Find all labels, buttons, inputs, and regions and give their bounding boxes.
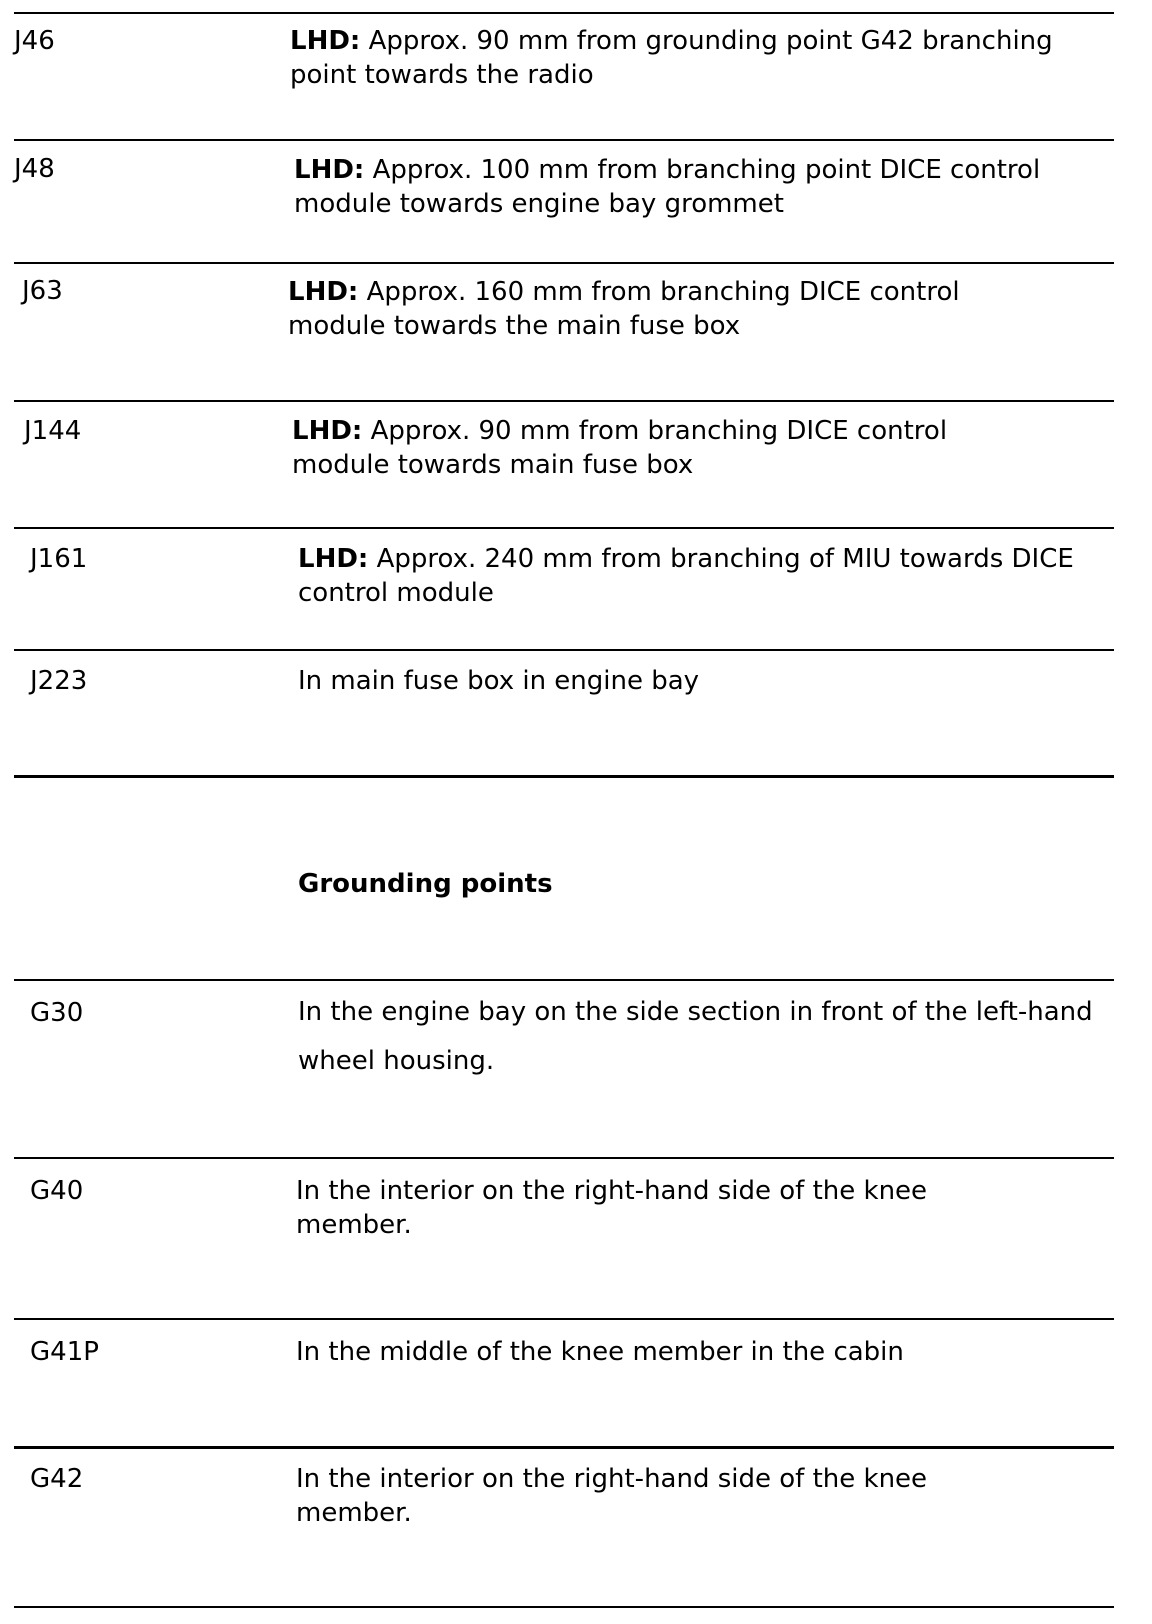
- connection-prefix: LHD:: [288, 277, 359, 307]
- table-rule: [14, 400, 1114, 402]
- connection-code: J63: [22, 276, 63, 306]
- grounding-description: In the middle of the knee member in the cabin: [296, 1337, 904, 1367]
- connection-prefix: LHD:: [290, 26, 361, 56]
- connection-description: [298, 664, 1118, 698]
- grounding-code: G41P: [30, 1337, 99, 1367]
- grounding-code: G42: [30, 1464, 84, 1494]
- connection-description: [294, 153, 1114, 221]
- connection-text: Approx. 100 mm from branching point DICE control module towards engine bay grommet: [294, 155, 1041, 219]
- table-rule: [14, 1157, 1114, 1159]
- table-rule: [14, 527, 1114, 529]
- connection-description: [292, 414, 1052, 482]
- connection-text: Approx. 160 mm from branching DICE control module towards the main fuse box: [288, 277, 960, 341]
- section-heading: Grounding points: [298, 869, 553, 899]
- connection-code: J223: [30, 666, 88, 696]
- table-rule: [14, 139, 1114, 141]
- grounding-description: In the interior on the right-hand side of the knee member.: [296, 1176, 928, 1240]
- table-rule: [14, 1606, 1114, 1608]
- connection-prefix: LHD:: [292, 416, 363, 446]
- connection-prefix: LHD:: [298, 544, 369, 574]
- table-rule: [14, 649, 1114, 651]
- table-rule: [14, 12, 1114, 14]
- table-rule: [14, 262, 1114, 264]
- connection-text: Approx. 240 mm from branching of MIU towards DICE control module: [298, 544, 1074, 608]
- connection-description: [288, 275, 1048, 343]
- table-rule: [14, 775, 1114, 778]
- table-rule: [14, 1446, 1114, 1449]
- grounding-description: In the interior on the right-hand side of the knee member.: [296, 1464, 928, 1528]
- connection-code: J46: [14, 26, 55, 56]
- connection-code: J48: [14, 154, 55, 184]
- connection-text: Approx. 90 mm from grounding point G42 branching point towards the radio: [290, 26, 1053, 90]
- table-rule: [14, 979, 1114, 981]
- connection-code: J161: [30, 544, 88, 574]
- connection-prefix: LHD:: [294, 155, 365, 185]
- grounding-code: G30: [30, 998, 84, 1028]
- table-rule: [14, 1318, 1114, 1320]
- connection-description: [298, 542, 1098, 610]
- grounding-description: In the engine bay on the side section in front of the left-hand wheel housing.: [298, 997, 1093, 1076]
- connection-code: J144: [24, 416, 82, 446]
- connection-text: In main fuse box in engine bay: [298, 666, 700, 696]
- connection-description: [290, 24, 1110, 92]
- connection-text: Approx. 90 mm from branching DICE control module towards main fuse box: [292, 416, 948, 480]
- grounding-code: G40: [30, 1176, 84, 1206]
